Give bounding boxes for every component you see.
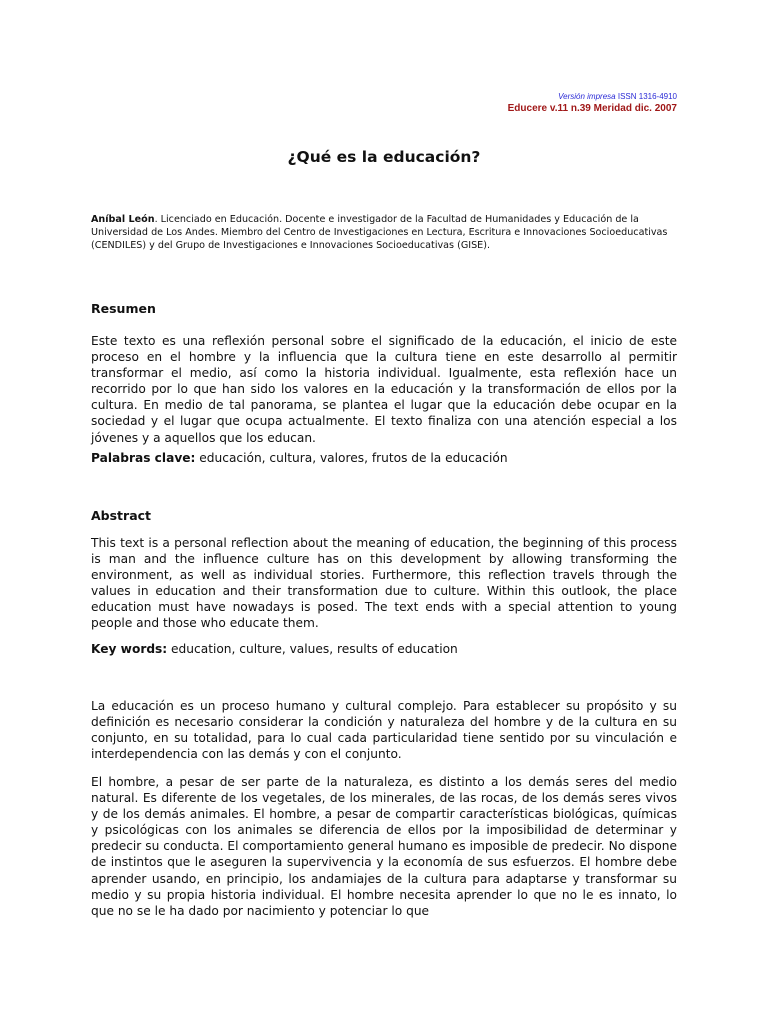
- abstract-text: This text is a personal reflection about the meaning of education, the beginning of this process is man and the influence culture has on this development by allowing transforming the environment, as well as individual stories. Furthermore, this reflection travels through the values in education and their transformation due to culture. Within this outlook, the place education must have nowadays is posed. The text ends with a special attention to young people and those who educate them.: [91, 536, 677, 631]
- article-title: ¿Qué es la educación?: [287, 148, 481, 166]
- issn-text: ISSN 1316-4910: [617, 92, 677, 101]
- publication-issn-line: [558, 92, 677, 101]
- author-info: [91, 213, 677, 252]
- body-paragraph-1: La educación es un proceso humano y cultural complejo. Para establecer su propósito y su definición es necesario considerar la condición y naturaleza del hombre y de la cultura en su conjunto, en su totalidad, para lo cual cada particularidad tiene sentido por su vinculación e interdependencia con las demás y con el conjunto.: [91, 699, 677, 762]
- version-label: Versión impresa: [558, 92, 616, 101]
- resumen-heading: Resumen: [91, 301, 156, 316]
- body-paragraph-2: El hombre, a pesar de ser parte de la naturaleza, es distinto a los demás seres del medio natural. Es diferente de los vegetales, de los minerales, de las rocas, de los demás seres vivos y de los demás animales. El hombre, a pesar de compartir características biológicas, químicas y psicológicas con los animales se diferencia de ellos por la imposibilidad de determinar y predecir su conducta. El comportamiento general humano es imposible de predecir. No dispone de instintos que le aseguren la supervivencia y la economía de sus esfuerzos. El hombre debe aprender usando, en principio, los andamiajes de la cultura para adaptarse y transformar su medio y su propia historia individual. El hombre necesita aprender lo que no le es innato, lo que no se le ha dado por nacimiento y potenciar lo que: [91, 775, 677, 918]
- key-words-values: education, culture, values, results of education: [167, 642, 458, 656]
- palabras-clave-values: educación, cultura, valores, frutos de la educación: [195, 451, 508, 465]
- key-words: [91, 642, 458, 656]
- key-words-label: Key words:: [91, 642, 168, 656]
- resumen-text: Este texto es una reflexión personal sobre el significado de la educación, el inicio de este proceso en el hombre y la influencia que la cultura tiene en este desarrollo al permitir transformar el medio, así como la historia individual. Igualmente, esta reflexión hace un recorrido por lo que han sido los valores en la educación y la transformación de ellos por la cultura. En medio de tal panorama, se plantea el lugar que la educación debe ocupar en la sociedad y el lugar que ocupa actualmente. El texto finaliza con una atención especial a los jóvenes y a aquellos que los educan.: [91, 334, 677, 445]
- journal-citation: Educere v.11 n.39 Meridad dic. 2007: [507, 103, 677, 114]
- abstract-heading: Abstract: [91, 508, 152, 523]
- palabras-clave: [91, 451, 508, 465]
- author-bio: . Licenciado en Educación. Docente e investigador de la Facultad de Humanidades y Educación de la Universidad de Los Andes. Miembro del Centro de Investigaciones en Lectura, Escritura e Innovaciones Socioeducativas (CENDILES) y del Grupo de Investigaciones e Innovaciones Socioeducativas (GISE).: [91, 214, 668, 251]
- palabras-clave-label: Palabras clave:: [91, 451, 196, 465]
- author-name: Aníbal León: [91, 214, 155, 225]
